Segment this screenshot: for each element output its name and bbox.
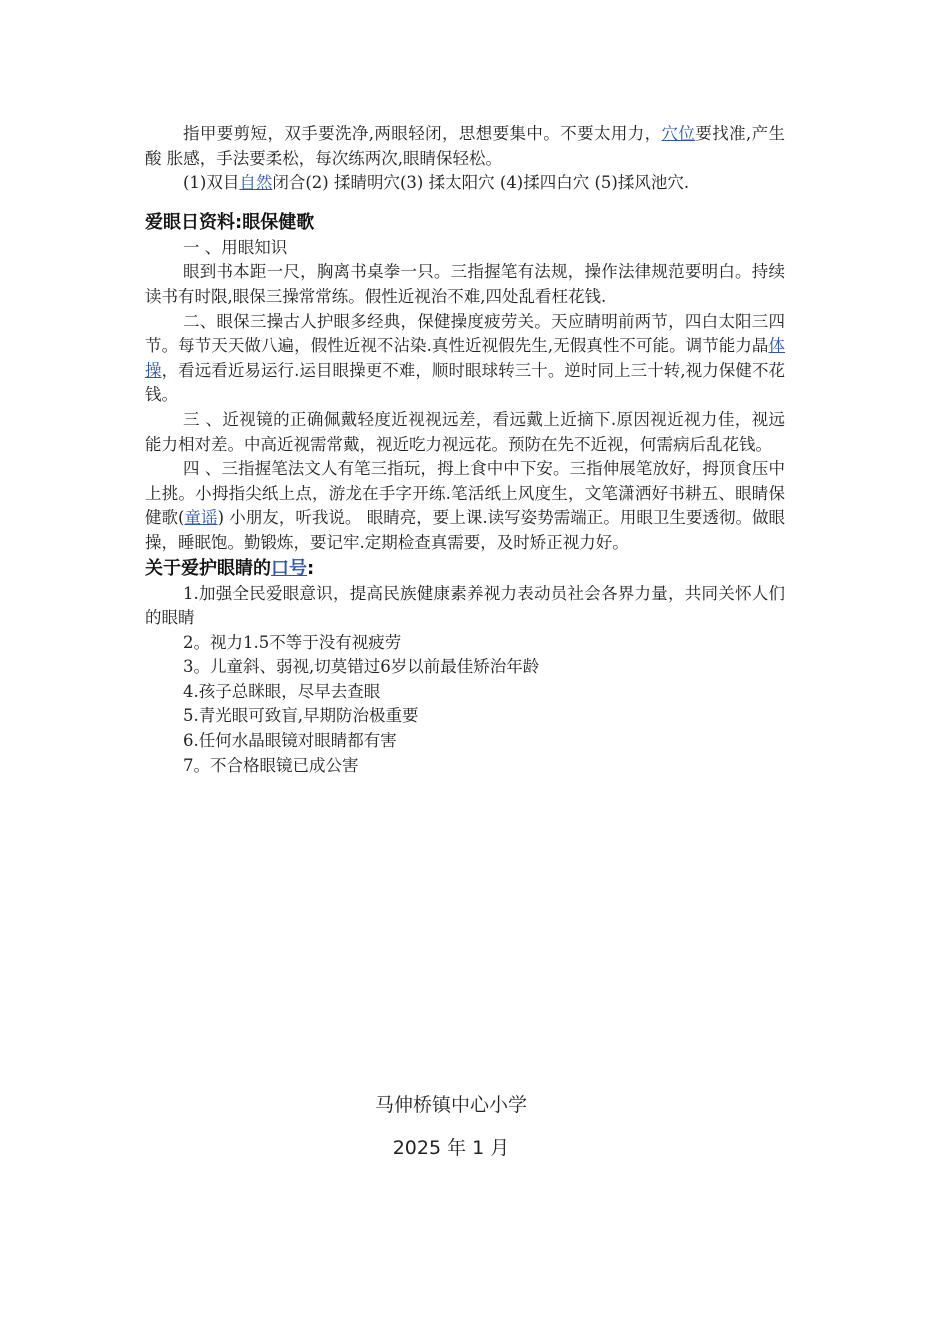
nature-link[interactable]: 自然 xyxy=(239,173,273,193)
paragraph-eye-exercises xyxy=(145,310,785,408)
list-item: 3。儿童斜、弱视,切莫错过6岁以前最佳矫治年龄 xyxy=(183,657,540,677)
gymnastics-link[interactable]: 体操 xyxy=(145,336,785,380)
slogans-heading-text: 关于爱护眼睛的 xyxy=(145,557,271,579)
para2-text-a: 二、眼保三操古人护眼多经典，保健操度疲劳关。天应睛明前两节，四白太阳三四节。每节天天做八遍，假性近视不沾染.真性近视假先生,无假真性不可能。调节能力晶 xyxy=(145,311,785,356)
intro-paragraph-2 xyxy=(145,171,785,196)
document-date: 2025 年 1 月 xyxy=(392,1137,510,1159)
intro-text-1b: 要找准,产生酸 胀感，手法要柔松，每次练两次,眼睛保轻松。 xyxy=(145,124,786,168)
subheading-eye-knowledge: 一 、用眼知识 xyxy=(183,237,288,257)
paragraph-glasses-wearing: 三 、近视镜的正确佩戴轻度近视视远差，看远戴上近摘下.原因视近视力佳，视远能力相对差。中高近视需常戴，视近吃力视远花。预防在先不近视，何需病后乱花钱。 xyxy=(145,409,785,454)
acupoint-link[interactable]: 穴位 xyxy=(661,124,696,143)
nursery-rhyme-link[interactable]: 童谣 xyxy=(184,508,218,528)
slogan-list xyxy=(145,582,785,779)
list-item: 1.加强全民爱眼意识，提高民族健康素养视力表动员社会各界力量，共同关怀人们的眼睛 xyxy=(145,583,785,628)
list-item: 6.任何水晶眼镜对眼睛都有害 xyxy=(183,731,397,751)
slogan-link[interactable]: 口号 xyxy=(271,557,307,579)
para4-text-a: 四 、三指握笔法文人有笔三指玩，拇上食中中下安。三指伸展笔放好，拇顶食压中上挑。小拇指尖纸上点，游龙在手字开练.笔活纸上风度生，文笔潇洒好书耕五、眼睛保健歌( xyxy=(145,459,785,528)
intro-text-2a: (1)双目 xyxy=(183,173,240,193)
section-heading-eye-care-song: 爱眼日资料:眼保健歌 xyxy=(145,211,315,233)
slogans-heading-colon: : xyxy=(307,557,315,579)
intro-text-1a: 指甲要剪短，双手要洗净,两眼轻闭，思想要集中。不要太用力， xyxy=(183,124,662,143)
paragraph-pen-grip xyxy=(145,457,785,555)
school-name: 马伸桥镇中心小学 xyxy=(374,1094,527,1116)
para4-text-b: ) 小朋友，听我说。 眼睛亮，要上课.读写姿势需端正。用眼卫生要透彻。做眼操，睡眠饱。勤锻炼，要记牢.定期检查真需要，及时矫正视力好。 xyxy=(145,508,786,552)
paragraph-reading-distance: 眼到书本距一尺，胸离书桌拳一只。三指握笔有法规，操作法律规范要明白。持续读书有时限,眼保三操常常练。假性近视治不难,四处乱看枉花钱. xyxy=(145,262,785,306)
list-item: 7。不合格眼镜已成公害 xyxy=(183,755,359,775)
section-heading-slogans xyxy=(145,556,785,582)
intro-paragraph-1 xyxy=(145,122,785,171)
list-item: 5.青光眼可致盲,早期防治极重要 xyxy=(183,706,419,726)
document-body xyxy=(145,122,785,778)
para2-text-b: ，看远看近易运行.运目眼操更不难，顺时眼球转三十。逆时同上三十转,视力保健不花钱。 xyxy=(145,360,786,405)
list-item: 2。视力1.5不等于没有视疲劳 xyxy=(183,632,402,652)
list-item: 4.孩子总眯眼，尽早去查眼 xyxy=(183,681,381,701)
intro-text-2b: 闭合(2) 揉睛明穴(3) 揉太阳穴 (4)揉四白穴 (5)揉风池穴. xyxy=(272,173,690,193)
